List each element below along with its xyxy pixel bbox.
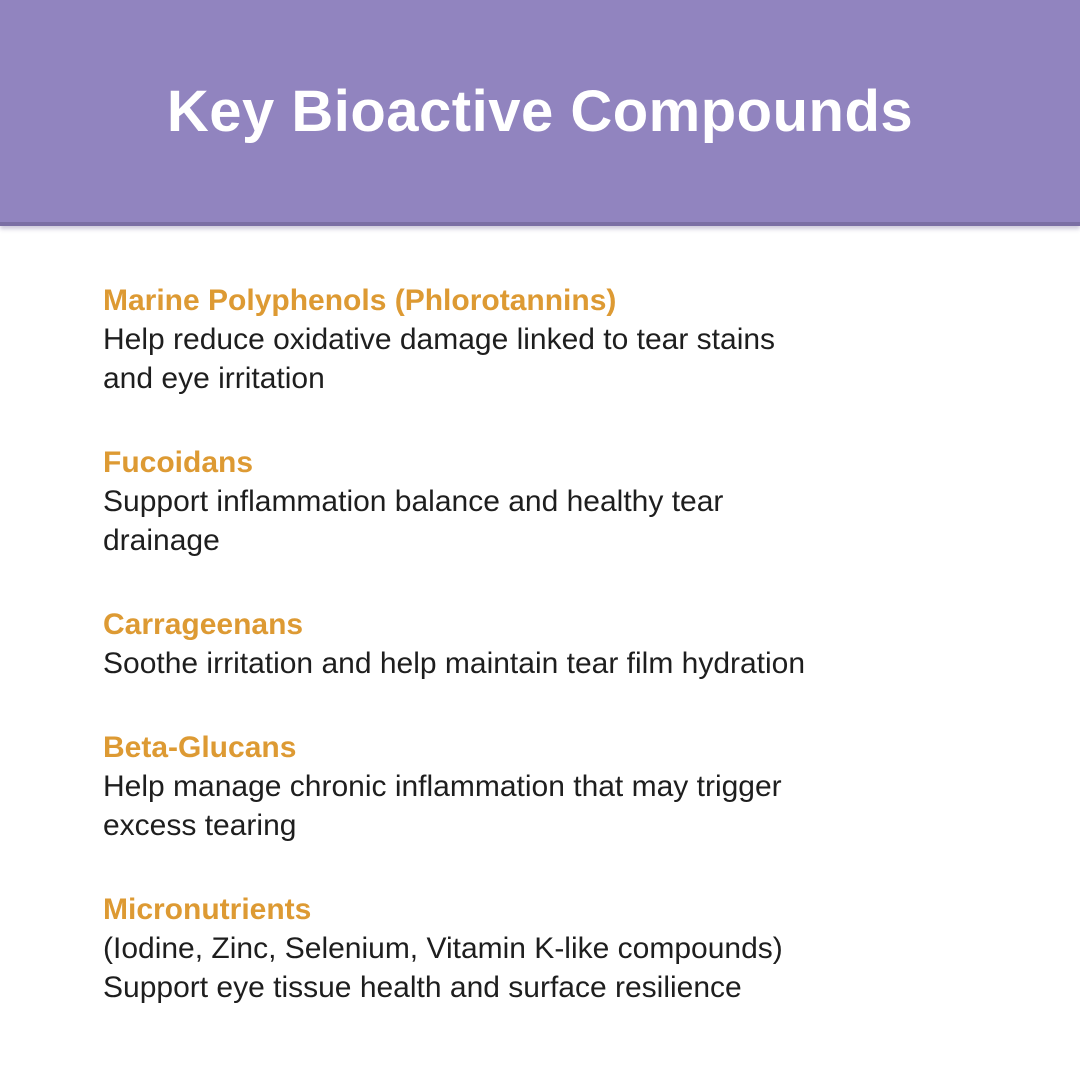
section-carrageenans [103, 605, 1040, 683]
section-beta-glucans [103, 728, 1040, 845]
header-banner [0, 0, 1080, 226]
section-heading: Carrageenans [103, 608, 304, 641]
page-title: Key Bioactive Compounds [166, 78, 914, 144]
section-body-line: Help reduce oxidative damage linked to tear stains [103, 323, 776, 356]
section-body-line: excess tearing [103, 809, 297, 842]
section-heading: Marine Polyphenols (Phlorotannins) [103, 284, 617, 317]
section-body-line: Help manage chronic inflammation that may trigger [103, 770, 782, 803]
section-body-line: Soothe irritation and help maintain tear film hydration [103, 647, 806, 680]
section-body-line: and eye irritation [103, 362, 325, 395]
section-marine-polyphenols [103, 281, 1040, 398]
section-body-line: drainage [103, 524, 220, 557]
section-heading: Micronutrients [103, 893, 312, 926]
section-heading: Fucoidans [103, 446, 254, 479]
section-body-line: Support eye tissue health and surface resilience [103, 971, 742, 1004]
section-heading: Beta-Glucans [103, 731, 297, 764]
section-micronutrients [103, 890, 1040, 1007]
section-body-line: (Iodine, Zinc, Selenium, Vitamin K-like compounds) [103, 932, 783, 965]
section-body-line: Support inflammation balance and healthy tear [103, 485, 724, 518]
section-fucoidans [103, 443, 1040, 560]
content-area [103, 226, 1040, 1052]
